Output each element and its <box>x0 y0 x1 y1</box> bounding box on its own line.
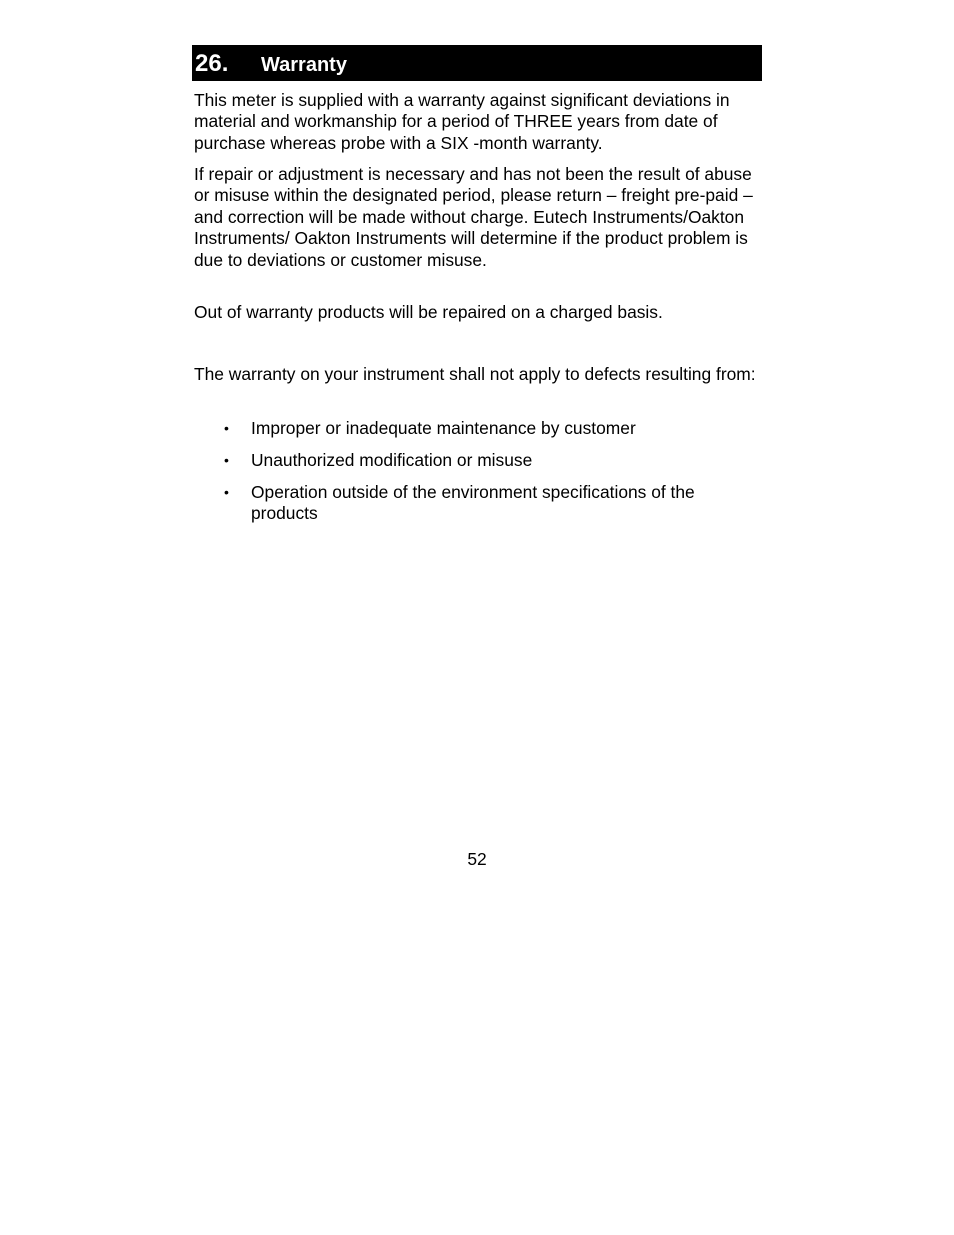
out-of-warranty-paragraph: Out of warranty products will be repaired on a charged basis. <box>194 302 663 322</box>
exclusions-list <box>222 418 742 535</box>
bullet-icon: • <box>224 420 229 436</box>
list-item <box>222 482 742 525</box>
list-item <box>222 418 742 439</box>
section-title: Warranty <box>261 54 347 76</box>
bullet-icon: • <box>224 452 229 468</box>
section-number: 26. <box>195 50 229 77</box>
list-item-text: Operation outside of the environment specifications of the products <box>251 482 695 524</box>
exclusions-intro-paragraph: The warranty on your instrument shall not apply to defects resulting from: <box>194 364 756 384</box>
list-item <box>222 450 742 471</box>
repair-paragraph: If repair or adjustment is necessary and has not been the result of abuse or misuse within the designated period, please return – freight pre-paid – and correction will be made without charge. Eutech Instruments/Oakton Instruments/ Oakton Instruments will determine if the product problem is due to deviations or customer misuse. <box>194 164 753 270</box>
bullet-icon: • <box>224 484 229 500</box>
section-header <box>192 45 762 81</box>
page-number: 52 <box>467 849 487 869</box>
list-item-text: Improper or inadequate maintenance by customer <box>251 418 636 438</box>
list-item-text: Unauthorized modification or misuse <box>251 450 533 470</box>
warranty-period-paragraph: This meter is supplied with a warranty against significant deviations in material and workmanship for a period of THREE years from date of purchase whereas probe with a SIX -month warranty. <box>194 90 730 153</box>
